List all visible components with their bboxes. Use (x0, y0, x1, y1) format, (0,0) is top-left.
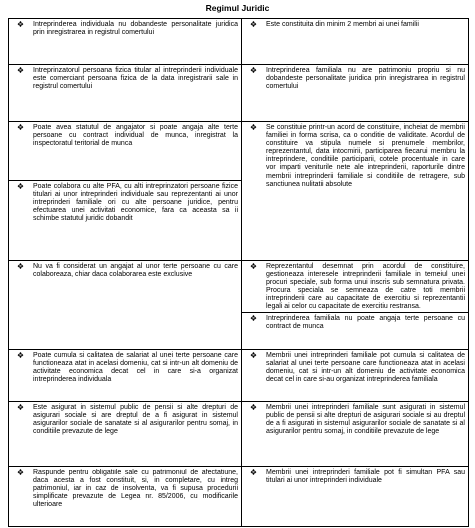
list-item (244, 263, 465, 312)
item-text: Este asigurat in sistemul public de pensii si alte drepturi de asigurari sociale si are dreptul de a fi asigurat in sistemul asigurarilor sociale de sanatate si al asigurarilor pentru somaj, in conditiile prevazute de lege (33, 403, 238, 435)
list-item (244, 21, 465, 29)
list-item (11, 124, 238, 148)
table-cell (242, 65, 469, 122)
table-cell (242, 349, 469, 401)
list-item (11, 469, 238, 525)
diamond-bullet-icon: ❖ (16, 66, 25, 75)
diamond-bullet-icon: ❖ (249, 20, 258, 29)
item-text: Intreprinderea familiala nu poate angaja terte persoane cu contract de munca (266, 314, 465, 330)
table-row (9, 261, 469, 313)
table-cell (9, 261, 242, 350)
item-text: Reprezentantul desemnat prin acordul de constituire, gestioneaza interesele intreprinderii familiale in temeiul unei procuri speciale, sub forma unui inscris sub semnatura privata. Procura speciala se semneaza de catre toti membrii intreprinderii care au capacitate de exercitiu si reprezentantii legali ai celor cu capacitate de exercitiu restransa. (266, 263, 465, 311)
item-text: Este constituita din minim 2 membri ai unei familii (266, 21, 419, 28)
item-text: Poate colabora cu alte PFA, cu alti intreprinzatori persoane fizice titulari ai unor intreprinderi individuale sau reprezentanti ai unor intreprinderi familiale ori cu alte persoane juridice, pentru efectuarea unei activitati economice, fara ca aceasta sa ii schimbe statutul juridic dobandit (33, 183, 238, 223)
list-item (11, 183, 238, 223)
diamond-bullet-icon: ❖ (249, 313, 258, 323)
list-item (244, 352, 465, 384)
table-cell (9, 181, 242, 261)
item-text: Membrii unei intreprinderi familiale pot fi simultan PFA sau titulari ai unor intreprinderi individuale (266, 468, 465, 484)
item-text: Raspunde pentru obligatiile sale cu patrimoniul de afectatiune, daca acesta a fost constituit, si, in completare, cu intreg patrimoniul, iar in caz de insolventa, va fi supusa procedurii simplificate prevazute de Legea nr. 85/2006, cu modificarile ulterioare (33, 468, 238, 508)
item-text: Membrii unei intreprinderi familiale pot cumula si calitatea de salariat al unei terte persoane care functioneaza atat in acelasi domeniu, cat si intr-un alt domeniu de activitate economica decat cel in care si-au organizat intreprinderea familiala (266, 351, 465, 383)
diamond-bullet-icon: ❖ (16, 350, 25, 360)
diamond-bullet-icon: ❖ (16, 20, 25, 29)
table-cell (9, 65, 242, 122)
item-text: Poate avea statutul de angajator si poate angaja alte terte persoane cu contract individual de munca, inregistrat la inspectoratul teritorial de munca (33, 124, 238, 148)
table-cell (9, 122, 242, 181)
list-item (244, 67, 465, 91)
item-text: Se constituie printr-un acord de constituire, incheiat de membrii familiei in forma scrisa, ca o conditie de validitate. Acordul de constituire va stipula numele si prenumele membrilor, reprezentantul, data intocmirii, participarea fiecarui membru la intreprindere, conditiile participarii, cotele procentuale in care vor imparti veniturile nete ale intreprinderii, raporturile dintre membrii intreprinderii familiale si conditiile de retragere, sub sanctiunea nulitatii absolute (266, 124, 465, 188)
list-item (11, 21, 238, 37)
diamond-bullet-icon: ❖ (16, 402, 25, 412)
diamond-bullet-icon: ❖ (249, 350, 258, 360)
diamond-bullet-icon: ❖ (16, 262, 25, 271)
table-cell (242, 401, 469, 466)
list-item (244, 124, 465, 189)
diamond-bullet-icon: ❖ (249, 467, 258, 477)
table-row (9, 401, 469, 466)
comparison-table (8, 18, 469, 527)
diamond-bullet-icon: ❖ (16, 123, 25, 132)
list-item (11, 404, 238, 436)
list-item (244, 469, 465, 485)
list-item (244, 404, 465, 436)
table-row (9, 349, 469, 401)
diamond-bullet-icon: ❖ (16, 468, 25, 477)
table-cell (242, 261, 469, 313)
table-cell (9, 466, 242, 526)
diamond-bullet-icon: ❖ (249, 66, 258, 75)
table-cell (242, 122, 469, 261)
item-text: Poate cumula si calitatea de salariat al unei terte persoane care functioneaza atat in acelasi domeniu, cat si intr-un alt domeniu de activitate economica decat cel in care si-a organizat intreprinderea individuala (33, 351, 238, 383)
item-text: Intreprinzatorul persoana fizica titular al intreprinderii individuale este comerciant persoana fizica de la data inregistrarii sale in registrul comertului (33, 67, 238, 91)
item-text: Nu va fi considerat un angajat al unor terte persoane cu care colaboreaza, chiar daca colaborarea este exclusive (33, 263, 238, 279)
table-cell (9, 401, 242, 466)
table-cell (242, 312, 469, 349)
diamond-bullet-icon: ❖ (249, 402, 258, 412)
list-item (11, 67, 238, 91)
item-text: Membrii unei intreprinderi familiale sunt asigurati in sistemul public de pensii si alte drepturi de asigurari sociale si au dreptul de a fi asigurati in sistemul asigurarilor sociale de sanatate si al asigurarilor pentru somaj, in conditiile prevazute de lege (266, 403, 465, 435)
table-row (9, 466, 469, 526)
table-row (9, 122, 469, 181)
table-row (9, 65, 469, 122)
diamond-bullet-icon: ❖ (249, 262, 258, 271)
table-cell (242, 19, 469, 65)
item-text: Intreprinderea familiala nu are patrimoniu propriu si nu dobandeste personalitate juridica prin inregistrarea in registrul comertului (266, 67, 465, 91)
diamond-bullet-icon: ❖ (249, 123, 258, 132)
list-item (11, 263, 238, 279)
page-title: Regimul Juridic (205, 3, 270, 13)
table-row (9, 19, 469, 65)
table-cell (242, 466, 469, 526)
list-item (244, 315, 465, 331)
item-text: Intreprinderea individuala nu dobandeste personalitate juridica prin inregistrarea in registrul comertului (33, 21, 238, 37)
list-item (11, 352, 238, 384)
table-cell (9, 349, 242, 401)
table-cell (9, 19, 242, 65)
diamond-bullet-icon: ❖ (16, 182, 25, 191)
